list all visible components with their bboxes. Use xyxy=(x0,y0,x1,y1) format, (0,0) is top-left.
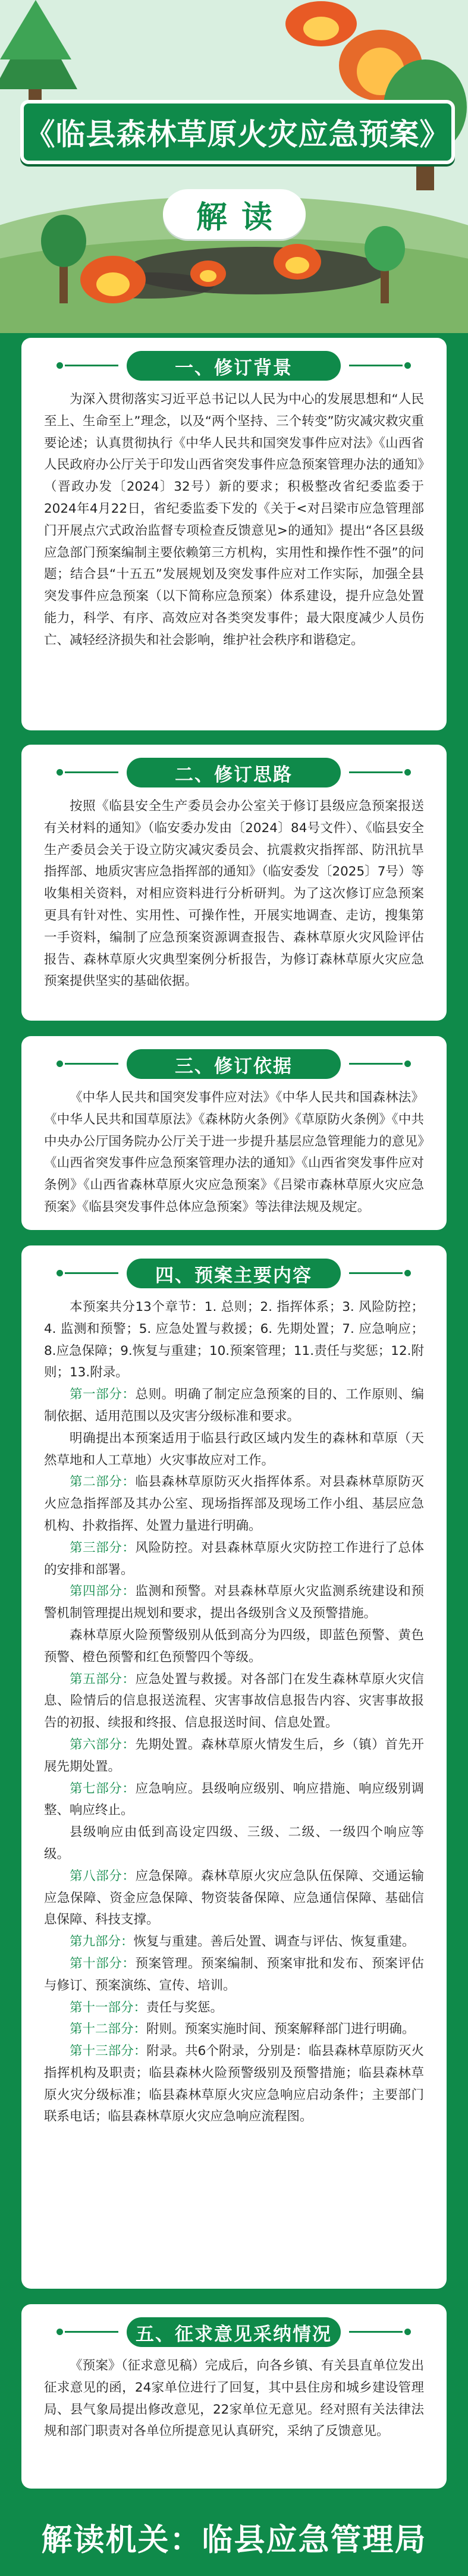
section-heading: 二、修订思路 xyxy=(175,764,293,786)
part-label: 第十三部分： xyxy=(70,2044,147,2059)
part-text: 临县森林草原防灭火指挥体系。对县森林草原防灭火应急指挥部及其办公室、现场指挥部及现场工作小组、基层应急机构、扑救指挥、处置力量进行明确。 xyxy=(44,1474,424,1533)
part-text: 附录。共6个附录，分别是：临县森林草原防灭火指挥机构及职责；临县森林火险预警级别及预警措施；临县森林草原火灾分级标准；临县森林草原火灾应急响应启动条件；主要部门联系电话；临县森林草原火灾应急响应流程图。 xyxy=(44,2044,424,2125)
section-card-background xyxy=(21,338,447,730)
content-paragraph xyxy=(44,1734,424,1778)
part-text: 风险防控。对县森林草原火灾防控工作进行了总体的安排和部署。 xyxy=(44,1540,424,1577)
content-paragraph xyxy=(44,1538,424,1582)
section-card-basis xyxy=(21,1036,447,1230)
part-label: 第三部分： xyxy=(70,1540,136,1555)
part-text: 预案管理。预案编制、预案审批和发布、预案评估与修订、预案演练、宣传、培训。 xyxy=(44,1956,424,1993)
content-paragraph xyxy=(44,1625,424,1669)
part-label: 第五部分： xyxy=(70,1671,136,1687)
part-text: 森林草原火险预警级别从低到高分为四级，即蓝色预警、黄色预警、橙色预警和红色预警四个等级。 xyxy=(44,1627,424,1665)
section-paragraph: 《中华人民共和国突发事件应对法》《中华人民共和国森林法》《中华人民共和国草原法》《森林防火条例》《草原防火条例》《中共中央办公厅国务院办公厅关于进一步提升基层应急管理能力的意见》《山西省突发事件应急预案管理办法的通知》《山西省突发事件应对条例》《山西省森林草原火灾应急预案》《吕梁市森林草原火灾应急预案》《临县突发事件总体应急预案》等法律法规及规定。 xyxy=(44,1090,424,1215)
part-text: 应急响应。县级响应级别、响应措施、响应级别调整、响应终止。 xyxy=(44,1781,424,1818)
content-paragraph xyxy=(44,2019,424,2041)
content-paragraph xyxy=(44,1997,424,2019)
section-heading: 五、征求意见采纳情况 xyxy=(136,2323,332,2345)
part-label: 第六部分： xyxy=(70,1737,136,1752)
section-heading-pill xyxy=(127,1049,341,1079)
part-text: 监测和预警。对县森林草原火灾监测系统建设和预警机制管理提出规划和要求，提出各级别含义及预警措施。 xyxy=(44,1584,424,1621)
part-text: 明确提出本预案适用于临县行政区域内发生的森林和草原（天然草地和人工草地）火灾事故应对工作。 xyxy=(44,1430,424,1468)
part-text: 总则。明确了制定应急预案的目的、工作原则、编制依据、适用范围以及灾害分级标准和要求。 xyxy=(44,1387,424,1424)
section-card-approach xyxy=(21,745,447,1021)
section-heading-pill xyxy=(127,1259,341,1288)
page-title: 《临县森林草原火灾应急预案》 xyxy=(25,117,450,152)
section-heading: 四、预案主要内容 xyxy=(155,1265,312,1287)
part-label: 第二部分： xyxy=(70,1474,136,1490)
part-label: 第四部分： xyxy=(70,1584,136,1599)
part-label: 第九部分： xyxy=(70,1934,134,1950)
content-paragraph xyxy=(44,1471,424,1537)
content-paragraph xyxy=(44,1778,424,1822)
title-banner xyxy=(20,100,455,164)
content-paragraph xyxy=(44,1866,424,1931)
content-paragraph xyxy=(44,1297,424,1384)
part-text: 县级响应由低到高设定四级、三级、二级、一级四个响应等级。 xyxy=(44,1825,424,1862)
section-paragraph: 《预案》（征求意见稿）完成后，向各乡镇、有关县直单位发出征求意见的函，24家单位进行了回复，其中县住房和城乡建设管理局、县气象局提出修改意见，22家单位无意见。经对照有关法律法规和部门职责对各单位所提意见认真研究，采纳了反馈意见。 xyxy=(44,2358,424,2439)
part-text: 本预案共分13个章节：1. 总则；2. 指挥体系；3. 风险防控；4. 监测和预警；5. 应急处置与救援；6. 先期处置；7. 应急响应；8.应急保障；9.恢复与重建；10.预案管理；11.责任与奖惩；12.附则；13.附录。 xyxy=(44,1300,424,1380)
subtitle-badge xyxy=(163,189,306,239)
section-heading-pill xyxy=(127,758,341,787)
part-text: 附则。预案实施时间、预案解释部门进行明确。 xyxy=(146,2022,415,2037)
section-card-feedback xyxy=(21,2304,447,2489)
part-text: 应急保障。森林草原火灾应急队伍保障、交通运输应急保障、资金应急保障、物资装备保障、应急通信保障、基础信息保障、科技支撑。 xyxy=(44,1868,424,1928)
footer-authority: 解读机关：临县应急管理局 xyxy=(41,2522,427,2558)
content-paragraph xyxy=(44,1581,424,1625)
content-paragraph xyxy=(44,1428,424,1472)
section-heading-pill xyxy=(127,351,341,381)
content-paragraph xyxy=(44,1931,424,1953)
part-text: 先期处置。森林草原火情发生后，乡（镇）首先开展先期处置。 xyxy=(44,1737,424,1774)
hero-illustration xyxy=(0,0,468,333)
content-paragraph xyxy=(44,2041,424,2128)
content-paragraph xyxy=(44,1953,424,1997)
subtitle: 解读 xyxy=(196,199,287,236)
part-label: 第一部分： xyxy=(70,1387,136,1402)
footer xyxy=(0,2507,468,2566)
section-card-content xyxy=(21,1245,447,2289)
content-paragraph xyxy=(44,1384,424,1428)
part-label: 第十部分： xyxy=(70,1956,136,1971)
content-list xyxy=(44,1297,424,2128)
part-text: 恢复与重建。善后处置、调查与评估、恢复重建。 xyxy=(133,1934,415,1950)
content-paragraph xyxy=(44,1822,424,1866)
section-heading-pill xyxy=(127,2317,341,2347)
forest-fire-illustration xyxy=(0,0,468,333)
section-paragraph: 按照《临县安全生产委员会办公室关于修订县级应急预案报送有关材料的通知》（临安委办发由〔2024〕84号文件）、《临县安全生产委员会关于设立防灾减灾委员会、抗震救灾指挥部、防汛抗旱指挥部、地质灾害应急指挥部的通知》（临安委发〔2025〕7号）等收集相关资料，对相应资料进行分析研判。为了这次修订应急预案更具有针对性、实用性、可操作性，开展实地调查、走访，搜集第一手资料，编制了应急预案资源调查报告、森林草原火灾风险评估报告、森林草原火灾典型案例分析报告，为修订森林草原火灾应急预案提供坚实的基础依据。 xyxy=(44,799,424,989)
part-text: 应急处置与救援。对各部门在发生森林草原火灾信息、险情后的信息报送流程、灾害事故信息报告内容、灾害事故报告的初报、续报和终报、信息报送时间、信息处置。 xyxy=(44,1671,424,1731)
part-label: 第七部分： xyxy=(70,1781,136,1796)
section-paragraph: 为深入贯彻落实习近平总书记以人民为中心的发展思想和“人民至上、生命至上”理念，以及“两个坚持、三个转变”防灾减灾救灾重要论述；认真贯彻执行《中华人民共和国突发事件应对法》《山西省人民政府办公厅关于印发山西省突发事件应急预案管理办法的通知》（晋政办发〔2024〕32号）新的要求；积极整改省纪委监委于2024年4月22日，省纪委监委下发的《关于<对吕梁市应急管理部门开展点穴式政治监督专项检查反馈意见>的通知》提出“各区县级应急部门预案编制主要依赖第三方机构，实用性和操作性不强”的问题；结合县“十五五”发展规划及突发事件应对工作实际，加强全县突发事件应急预案（以下简称应急预案）体系建设，提升应急处置能力，科学、有序、高效应对各类突发事件；最大限度减少人员伤亡、减轻经济损失和社会影响，维护社会秩序和谐稳定。 xyxy=(44,392,424,648)
content-paragraph xyxy=(44,1669,424,1734)
section-heading: 三、修订依据 xyxy=(175,1055,293,1077)
section-heading: 一、修订背景 xyxy=(175,357,293,379)
part-label: 第十二部分： xyxy=(70,2022,147,2037)
part-label: 第八部分： xyxy=(70,1868,136,1884)
part-label: 第十一部分： xyxy=(70,2000,147,2015)
part-text: 责任与奖惩。 xyxy=(146,2000,224,2015)
